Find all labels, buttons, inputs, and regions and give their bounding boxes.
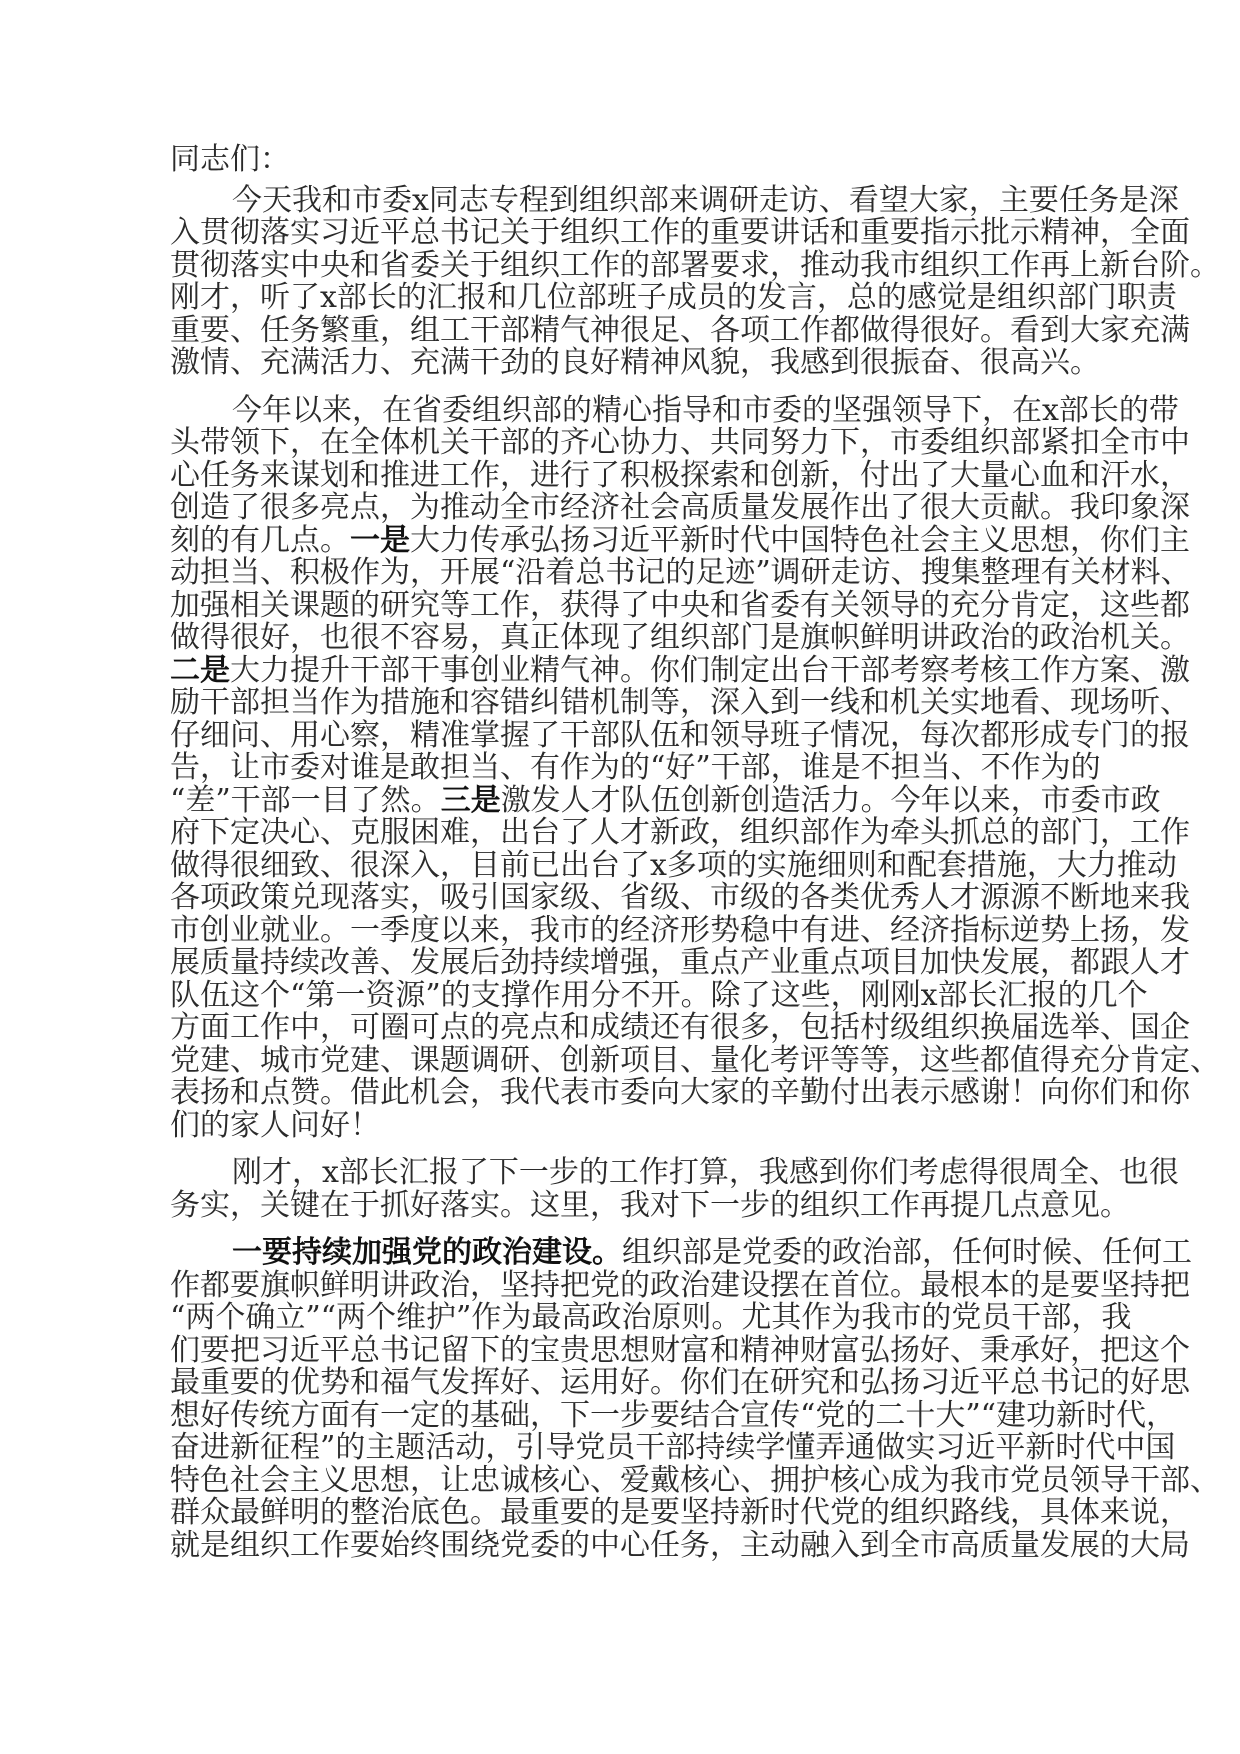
text-line	[170, 215, 1190, 250]
text-line	[170, 1042, 1220, 1078]
salutation	[170, 144, 932, 177]
body-text: 表扬和点赞。借此机会，我代表市委向大家的辛勤付出表示感谢！向你们和你	[170, 1075, 1190, 1110]
body-text: 组织部是党委的政治部，任何时候、任何工	[622, 1235, 1192, 1270]
body-text: 刻的有几点。	[170, 522, 350, 558]
text-line	[170, 392, 1179, 428]
text-line	[170, 782, 1161, 818]
text-line	[170, 345, 1100, 380]
body-text: 心任务来谋划和推进工作，进行了积极探索和创新，付出了大量心血和汗水，	[170, 457, 1190, 493]
text-line	[170, 1527, 1190, 1563]
body-text: 刚才，x部长汇报了下一步的工作打算，我感到你们考虑得很周全、也很	[232, 1155, 1179, 1190]
body-text: 展质量持续改善、发展后劲持续增强，重点产业重点项目加快发展，都跟人才	[170, 945, 1190, 980]
body-text: 队伍这个“第一资源”的支撑作用分不开。除了这些，刚刚x部长汇报的几个	[170, 977, 1148, 1013]
text-line	[170, 1462, 1220, 1498]
body-text: 就是组织工作要始终围绕党委的中心任务，主动融入到全市高质量发展的大局	[170, 1527, 1190, 1563]
text-line	[170, 1365, 1190, 1400]
body-text: 们要把习近平总书记留下的宝贵思想财富和精神财富弘扬好、秉承好，把这个	[170, 1332, 1190, 1368]
text-line	[170, 880, 1190, 915]
text-line	[170, 587, 1190, 623]
text-line	[170, 750, 1101, 785]
text-line	[170, 522, 1190, 558]
text-line	[170, 1187, 1130, 1223]
text-line	[170, 1332, 1190, 1368]
body-text: 激发人才队伍创新创造活力。今年以来，市委市政	[500, 782, 1161, 818]
body-text: 仔细问、用心察，精准掌握了干部队伍和领导班子情况，每次都形成专门的报	[170, 717, 1190, 753]
body-text: 做得很好，也很不容易，真正体现了组织部门是旗帜鲜明讲政治的政治机关。	[170, 620, 1190, 655]
body-text: 各项政策兑现落实，吸引国家级、省级、市级的各类优秀人才源源不断地来我	[170, 880, 1190, 915]
text-line	[170, 312, 1190, 348]
text-line	[170, 1010, 1190, 1045]
bold-heading-text: 一是	[350, 522, 410, 558]
text-line	[170, 1235, 1192, 1270]
body-text: 入贯彻落实习近平总书记关于组织工作的重要讲话和重要指示批示精神，全面	[170, 215, 1190, 250]
text-line	[170, 620, 1190, 655]
body-text: “差”干部一目了然。	[170, 782, 441, 818]
body-text: 特色社会主义思想，让忠诚核心、爱戴核心、拥护核心成为我市党员领导干部、	[170, 1462, 1220, 1498]
body-text: 创造了很多亮点，为推动全市经济社会高质量发展作出了很大贡献。我印象深	[170, 490, 1190, 525]
text-line	[170, 717, 1190, 753]
text-line	[170, 555, 1191, 590]
body-text: 府下定决心、克服困难，出台了人才新政，组织部作为牵头抓总的部门，工作	[170, 815, 1190, 850]
bold-heading-text: 一要持续加强党的政治建设。	[232, 1235, 622, 1270]
text-line	[170, 182, 1179, 218]
bold-heading-text: 二是	[170, 652, 230, 688]
bold-heading-text: 三是	[440, 782, 501, 818]
body-text: 党建、城市党建、课题调研、创新项目、量化考评等等，这些都值得充分肯定、	[170, 1042, 1220, 1078]
body-text: 大力传承弘扬习近平新时代中国特色社会主义思想，你们主	[410, 522, 1190, 558]
body-text: 头带领下，在全体机关干部的齐心协力、共同努力下，市委组织部紧扣全市中	[170, 425, 1190, 460]
body-text: 方面工作中，可圈可点的亮点和成绩还有很多，包括村级组织换届选举、国企	[170, 1010, 1190, 1045]
text-line	[170, 1075, 1190, 1110]
body-text: 刚才，听了x部长的汇报和几位部班子成员的发言，总的感觉是组织部门职责	[170, 280, 1177, 315]
document-page	[170, 142, 1220, 1563]
body-text: 今天我和市委x同志专程到组织部来调研走访、看望大家，主要任务是深	[232, 182, 1179, 218]
text-line	[170, 1300, 1132, 1335]
body-text: 务实，关键在于抓好落实。这里，我对下一步的组织工作再提几点意见。	[170, 1187, 1130, 1223]
paragraph	[170, 1235, 1220, 1563]
text-line	[170, 977, 1148, 1013]
body-text: 重要、任务繁重，组工干部精气神很足、各项工作都做得很好。看到大家充满	[170, 312, 1190, 348]
text-line	[170, 945, 1190, 980]
text-line	[170, 425, 1190, 460]
body-text: 们的家人问好！	[170, 1107, 380, 1143]
text-line	[170, 1430, 1176, 1465]
body-text: 作都要旗帜鲜明讲政治，坚持把党的政治建设摆在首位。最根本的是要坚持把	[170, 1267, 1190, 1303]
salutation-text: 同志们：	[170, 142, 290, 177]
paragraph	[170, 182, 1220, 380]
text-line	[170, 815, 1190, 850]
body-text: 激情、充满活力、充满干劲的良好精神风貌，我感到很振奋、很高兴。	[170, 345, 1100, 380]
body-text: 奋进新征程”的主题活动，引导党员干部持续学懂弄通做实习近平新时代中国	[170, 1430, 1176, 1465]
body-text: 加强相关课题的研究等工作，获得了中央和省委有关领导的充分肯定，这些都	[170, 587, 1190, 623]
paragraph	[170, 392, 1220, 1143]
body-text: 群众最鲜明的整治底色。最重要的是要坚持新时代党的组织路线，具体来说，	[170, 1495, 1190, 1530]
paragraph	[170, 1155, 1179, 1223]
body-text: 贯彻落实中央和省委关于组织工作的部署要求，推动我市组织工作再上新台阶。	[170, 247, 1220, 283]
body-text: “两个确立”“两个维护”作为最高政治原则。尤其作为我市的党员干部，我	[170, 1300, 1132, 1335]
body-text: 市创业就业。一季度以来，我市的经济形势稳中有进、经济指标逆势上扬，发	[170, 912, 1190, 948]
body-text: 想好传统方面有一定的基础，下一步要结合宣传“党的二十大”“建功新时代，	[170, 1397, 1177, 1433]
text-line	[170, 1495, 1190, 1530]
text-line	[170, 457, 1190, 493]
text-line	[170, 847, 1177, 883]
text-line	[170, 912, 1190, 948]
document-body	[170, 182, 1220, 1563]
text-line	[170, 1397, 1177, 1433]
text-line	[170, 685, 1190, 720]
body-text: 最重要的优势和福气发挥好、运用好。你们在研究和弘扬习近平总书记的好思	[170, 1365, 1190, 1400]
text-line	[170, 1107, 932, 1143]
text-line	[170, 247, 1220, 283]
body-text: 告，让市委对谁是敢担当、有作为的“好”干部，谁是不担当、不作为的	[170, 750, 1101, 785]
body-text: 今年以来，在省委组织部的精心指导和市委的坚强领导下，在x部长的带	[232, 392, 1179, 428]
body-text: 大力提升干部干事创业精气神。你们制定出台干部考察考核工作方案、激	[230, 652, 1190, 688]
text-line	[170, 490, 1190, 525]
body-text: 励干部担当作为措施和容错纠错机制等，深入到一线和机关实地看、现场听、	[170, 685, 1190, 720]
body-text: 动担当、积极作为，开展“沿着总书记的足迹”调研走访、搜集整理有关材料、	[170, 555, 1191, 590]
text-line	[170, 652, 1190, 688]
text-line	[170, 280, 1177, 315]
body-text: 做得很细致、很深入，目前已出台了x多项的实施细则和配套措施，大力推动	[170, 847, 1177, 883]
text-line	[170, 1155, 1179, 1190]
text-line	[170, 1267, 1190, 1303]
